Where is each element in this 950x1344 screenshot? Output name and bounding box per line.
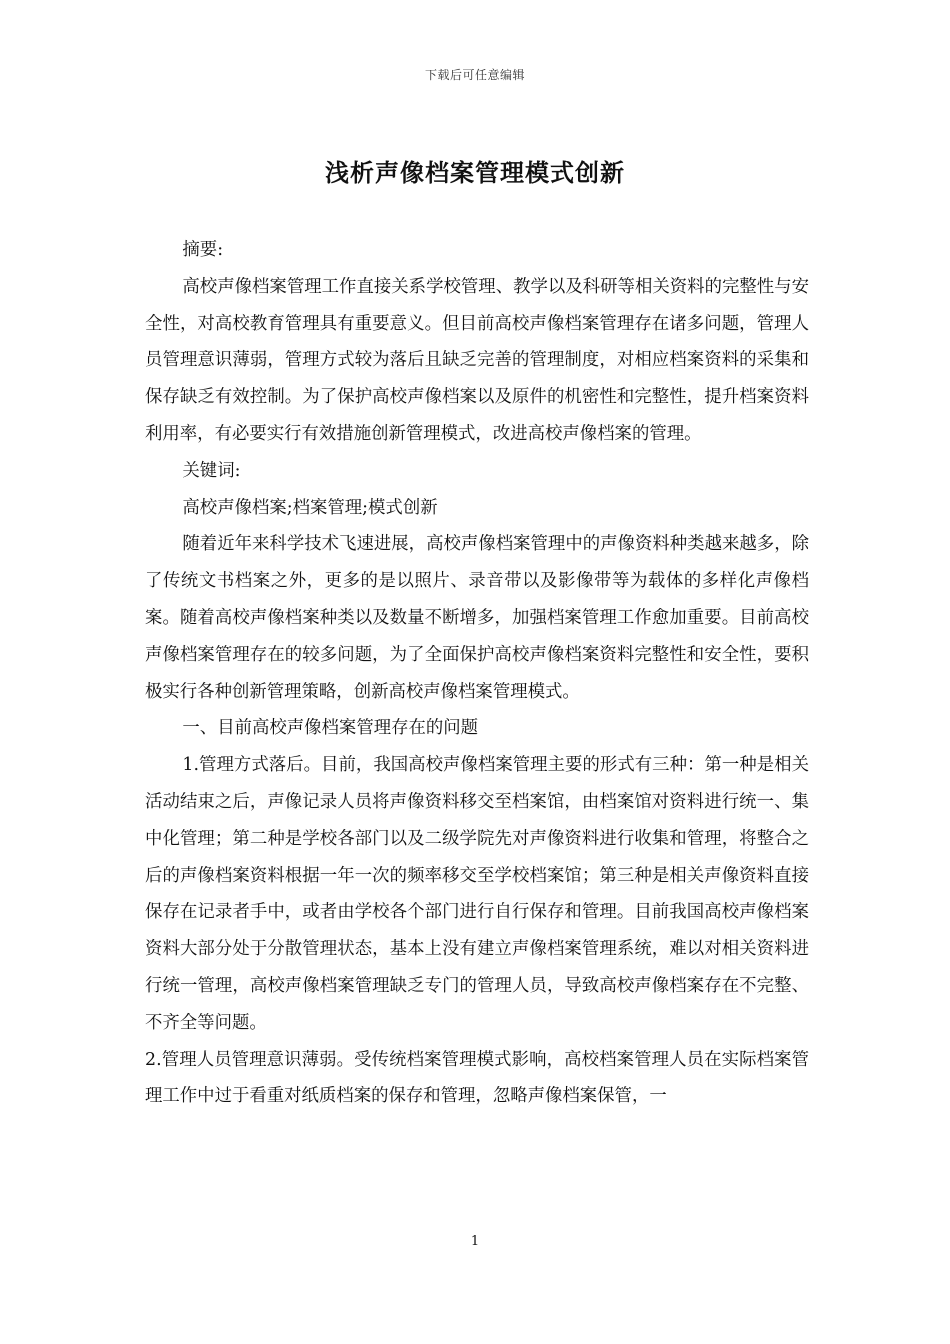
abstract-paragraph: 高校声像档案管理工作直接关系学校管理、教学以及科研等相关资料的完整性与安全性，对高校教育管理具有重要意义。但目前高校声像档案管理存在诸多问题，管理人员管理意识薄弱，管理方式较为落后且缺乏完善的管理制度，对相应档案资料的采集和保存缺乏有效控制。为了保护高校声像档案以及原件的机密性和完整性，提升档案资料利用率，有必要实行有效措施创新管理模式，改进高校声像档案的管理。 [145, 276, 809, 444]
section-paragraph-2: 2.管理人员管理意识薄弱。受传统档案管理模式影响，高校档案管理人员在实际档案管理工作中过于看重对纸质档案的保存和管理，忽略声像档案保管，一 [145, 1049, 809, 1107]
intro-paragraph: 随着近年来科学技术飞速进展，高校声像档案管理中的声像资料种类越来越多，除了传统文书档案之外，更多的是以照片、录音带以及影像带等为载体的多样化声像档案。随着高校声像档案种类以及数量不断增多，加强档案管理工作愈加重要。目前高校声像档案管理存在的较多问题，为了全面保护高校声像档案资料完整性和安全性，要积极实行各种创新管理策略，创新高校声像档案管理模式。 [145, 534, 809, 702]
document-title: 浅析声像档案管理模式创新 [325, 158, 625, 187]
page-number: 1 [470, 1234, 480, 1249]
section-heading-1: 一、目前高校声像档案管理存在的问题 [182, 718, 479, 739]
header-note: 下载后可任意编辑 [424, 68, 525, 82]
keywords-label: 关键词: [182, 460, 241, 481]
keywords-list: 高校声像档案;档案管理;模式创新 [182, 497, 438, 518]
section-paragraph-1: 1.管理方式落后。目前，我国高校声像档案管理主要的形式有三种：第一种是相关活动结束之后，声像记录人员将声像资料移交至档案馆，由档案馆对资料进行统一、集中化管理；第二种是学校各部门以及二级学院先对声像资料进行收集和管理，将整合之后的声像档案资料根据一年一次的频率移交至学校档案馆；第三种是相关声像资料直接保存在记录者手中，或者由学校各个部门进行自行保存和管理。目前我国高校声像档案资料大部分处于分散管理状态，基本上没有建立声像档案管理系统，难以对相关资料进行统一管理，高校声像档案管理缺乏专门的管理人员，导致高校声像档案存在不完整、不齐全等问题。 [145, 755, 809, 1033]
document-body [145, 232, 809, 1115]
abstract-label: 摘要: [182, 240, 224, 260]
